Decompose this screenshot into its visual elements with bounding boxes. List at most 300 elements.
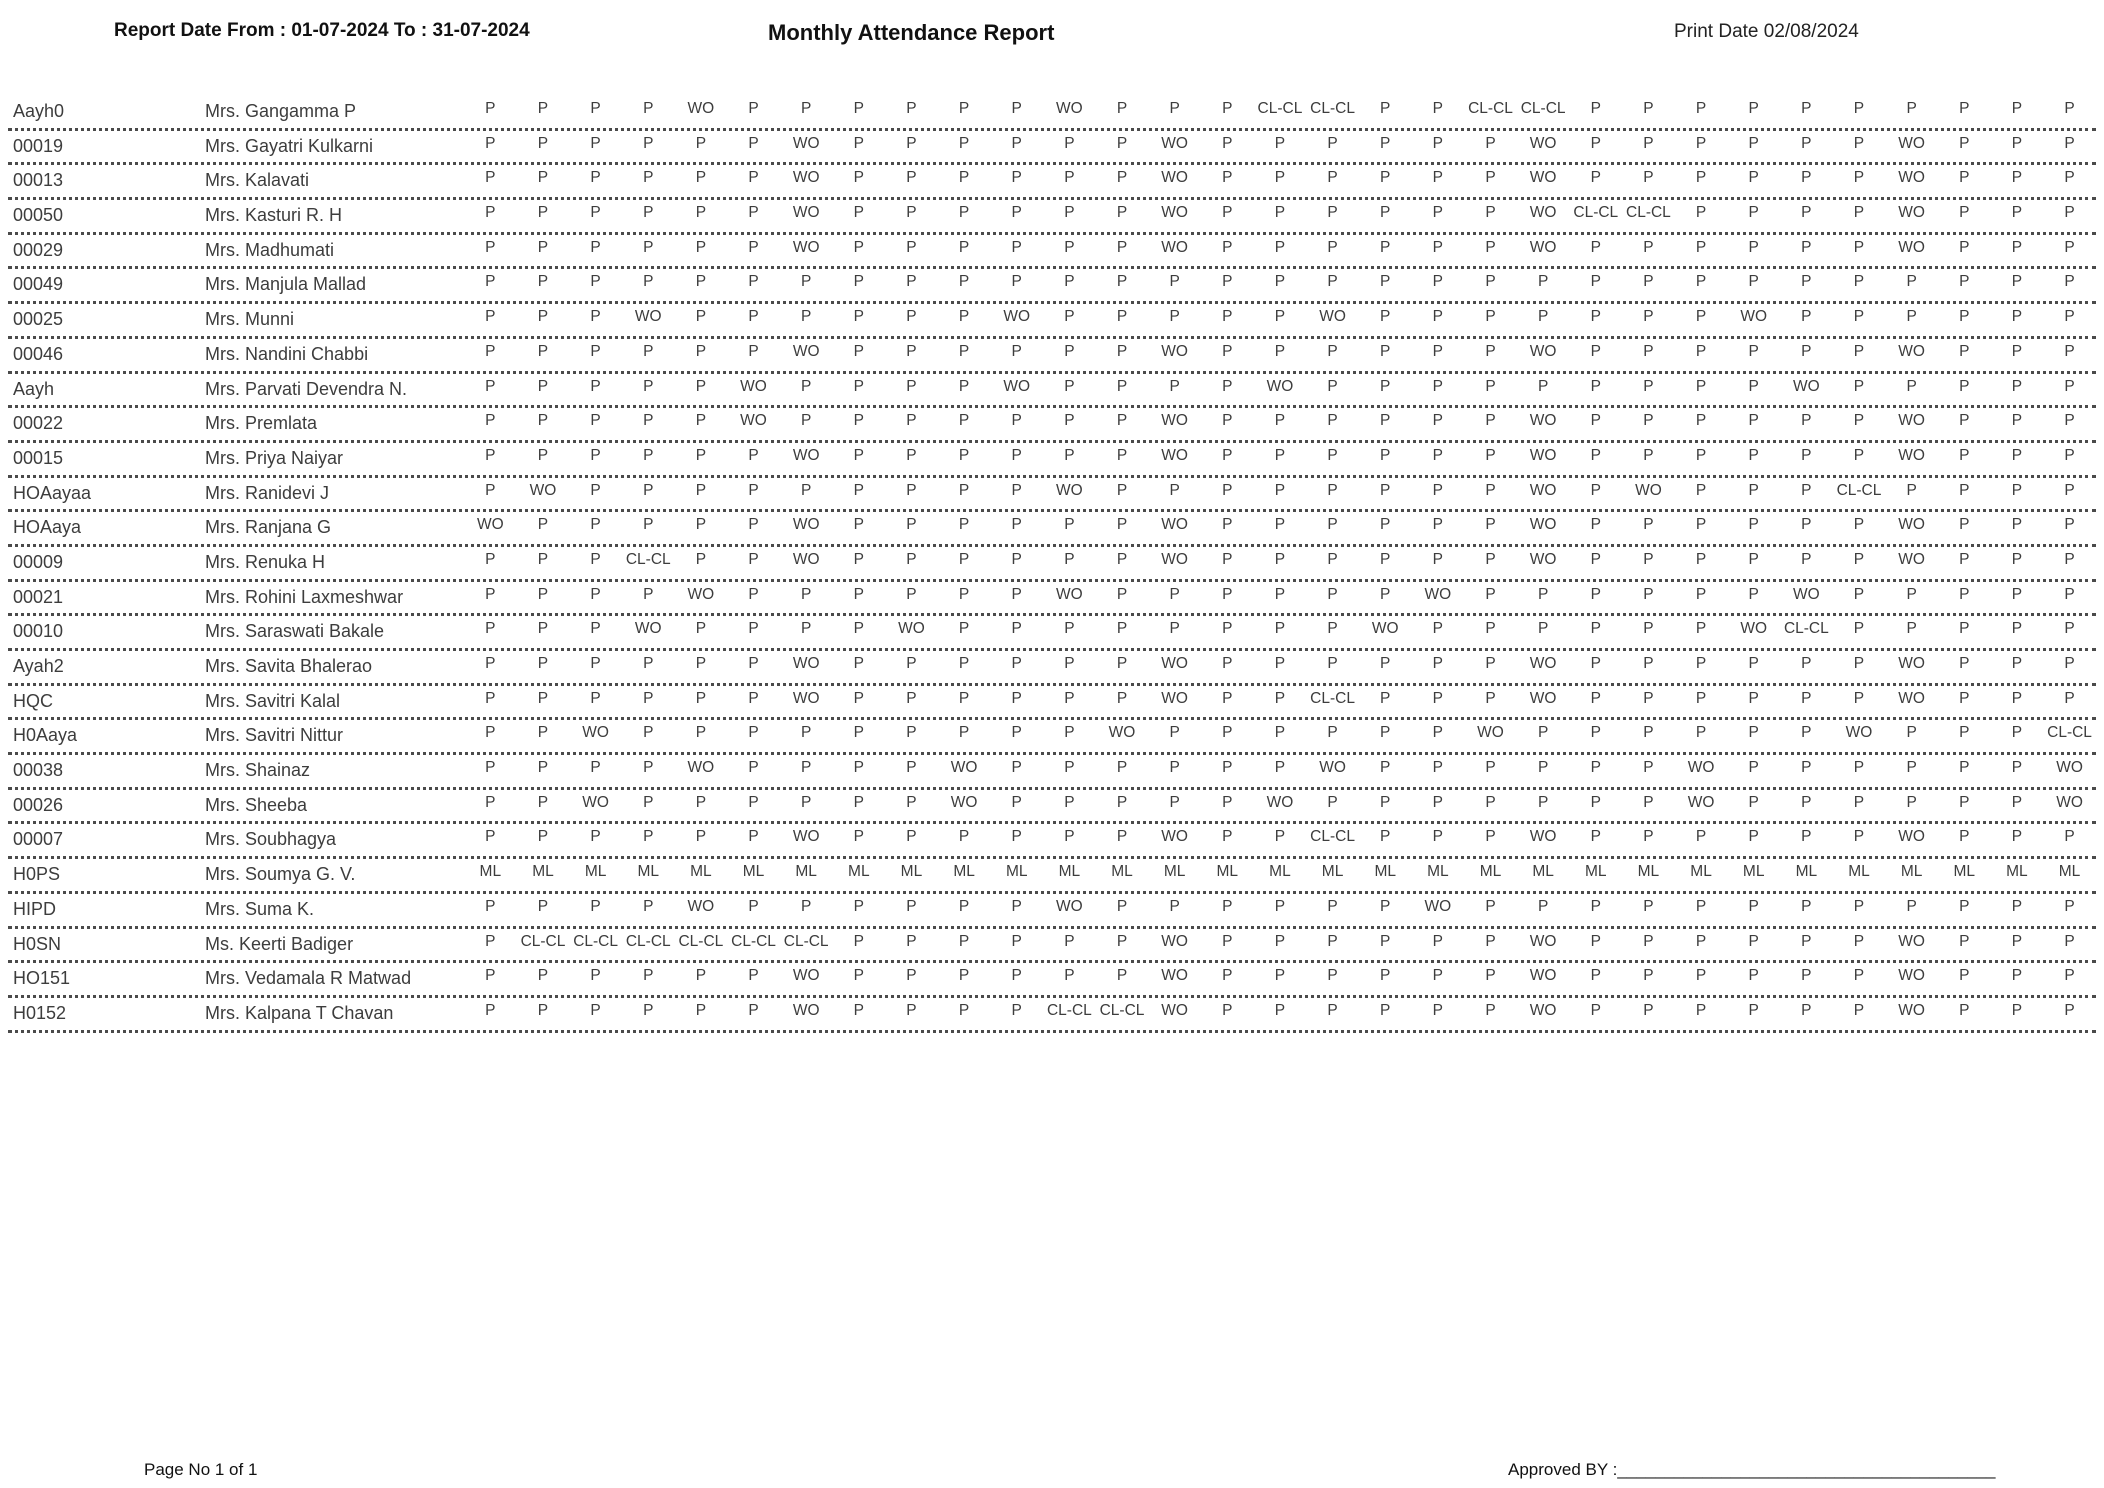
attendance-cell: P	[1643, 656, 1654, 672]
attendance-cell: WO	[634, 309, 662, 326]
attendance-cell: WO	[2056, 794, 2083, 811]
attendance-cell: P	[1327, 205, 1338, 222]
attendance-days	[464, 170, 2096, 186]
attendance-cell: P	[1959, 690, 1970, 707]
attendance-cell: P	[590, 239, 601, 256]
attendance-days	[464, 205, 2096, 221]
attendance-cell: P	[1643, 101, 1654, 117]
attendance-cell: P	[1801, 1002, 1812, 1019]
attendance-cell: P	[1432, 343, 1444, 360]
attendance-cell: P	[958, 170, 970, 187]
attendance-cell: P	[906, 656, 917, 672]
attendance-cell: P	[2011, 794, 2023, 811]
attendance-cell: P	[485, 135, 496, 152]
attendance-cell: ML	[1479, 864, 1502, 881]
attendance-cell: P	[537, 205, 549, 222]
attendance-cell: P	[1222, 135, 1233, 152]
attendance-cell: P	[2011, 621, 2023, 638]
attendance-cell: WO	[950, 794, 978, 811]
attendance-cell: P	[1116, 551, 1128, 568]
attendance-cell: P	[800, 760, 812, 777]
attendance-cell: ML	[1742, 864, 1765, 881]
attendance-cell: P	[1380, 968, 1391, 985]
attendance-cell: WO	[1161, 690, 1188, 707]
attendance-cell: WO	[582, 794, 609, 811]
attendance-days	[464, 101, 2096, 117]
attendance-cell: P	[1590, 274, 1601, 291]
attendance-cell: P	[1222, 725, 1233, 742]
attendance-cell: P	[958, 239, 970, 256]
attendance-cell: WO	[1003, 309, 1031, 326]
attendance-cell: ML	[2058, 864, 2081, 881]
attendance-cell: P	[1274, 1002, 1286, 1019]
attendance-cell: P	[1853, 690, 1865, 707]
attendance-cell: WO	[1529, 690, 1557, 707]
attendance-cell: P	[1064, 551, 1075, 568]
attendance-cell: P	[1274, 829, 1286, 846]
attendance-cell: P	[1485, 656, 1496, 672]
attendance-cell: P	[1537, 725, 1549, 742]
employee-name: Mrs. Nandini Chabbi	[205, 343, 369, 364]
attendance-cell: WO	[1792, 586, 1820, 603]
attendance-cell: P	[1695, 1002, 1707, 1019]
attendance-cell: P	[1485, 760, 1496, 777]
employee-id: 00019	[13, 135, 64, 156]
attendance-cell: P	[958, 829, 970, 846]
attendance-cell: P	[1327, 933, 1338, 950]
attendance-cell: P	[853, 656, 864, 672]
attendance-cell: P	[1116, 447, 1128, 464]
attendance-cell: P	[1222, 794, 1233, 811]
attendance-cell: P	[1485, 1002, 1496, 1019]
attendance-cell: P	[1327, 656, 1338, 672]
attendance-cell: P	[958, 725, 970, 742]
attendance-cell: P	[1222, 690, 1233, 707]
attendance-cell: P	[2064, 656, 2075, 672]
attendance-cell: P	[2011, 1002, 2023, 1019]
attendance-cell: P	[853, 725, 864, 742]
attendance-cell: ML	[1216, 864, 1239, 881]
attendance-cell: P	[748, 760, 759, 777]
attendance-cell: ML	[953, 864, 975, 881]
attendance-cell: WO	[1424, 586, 1452, 603]
attendance-cell: P	[906, 586, 917, 603]
employee-name: Mrs. Manjula Mallad	[205, 274, 367, 295]
attendance-cell: P	[1748, 586, 1759, 603]
attendance-cell: P	[1590, 621, 1601, 638]
attendance-cell: P	[1853, 135, 1865, 152]
attendance-cell: WO	[1529, 968, 1557, 985]
attendance-cell: WO	[1529, 517, 1557, 534]
attendance-cell: P	[853, 413, 864, 430]
employee-name: Mrs. Saraswati Bakale	[205, 621, 385, 642]
attendance-cell: P	[906, 101, 917, 117]
attendance-cell: P	[906, 205, 917, 222]
attendance-cell: P	[1274, 968, 1286, 985]
attendance-cell: WO	[1161, 170, 1188, 187]
attendance-cell: P	[2064, 239, 2075, 256]
attendance-cell: P	[1748, 829, 1759, 846]
attendance-cell: P	[1274, 274, 1286, 291]
attendance-cell: P	[1116, 794, 1128, 811]
attendance-cell: P	[590, 274, 601, 291]
attendance-cell: P	[1695, 239, 1707, 256]
attendance-cell: P	[1906, 898, 1917, 915]
attendance-cell: P	[1537, 378, 1549, 395]
attendance-cell: WO	[1529, 205, 1557, 222]
attendance-cell: P	[1643, 170, 1654, 187]
table-row	[8, 374, 2096, 409]
attendance-cell: P	[1959, 482, 1970, 499]
attendance-cell: P	[748, 170, 759, 187]
attendance-cell: P	[2011, 517, 2023, 534]
attendance-cell: P	[1748, 690, 1759, 707]
attendance-cell: WO	[687, 101, 715, 117]
employee-name: Mrs. Soubhagya	[205, 829, 337, 850]
attendance-cell: P	[1695, 413, 1707, 430]
attendance-cell: P	[1380, 794, 1391, 811]
attendance-cell: P	[1959, 343, 1970, 360]
attendance-cell: P	[2011, 760, 2023, 777]
attendance-cell: P	[695, 690, 707, 707]
attendance-cell: P	[853, 378, 864, 395]
attendance-cell: P	[1011, 794, 1022, 811]
attendance-cell: P	[695, 309, 707, 326]
attendance-cell: P	[1116, 170, 1128, 187]
attendance-cell: P	[2011, 829, 2023, 846]
attendance-cell: P	[1695, 656, 1707, 672]
attendance-cell: P	[695, 239, 707, 256]
attendance-cell: ML	[1058, 864, 1081, 881]
attendance-cell: P	[1432, 656, 1444, 672]
attendance-cell: P	[1327, 170, 1338, 187]
attendance-cell: CL-CL	[1626, 205, 1671, 222]
attendance-cell: P	[748, 239, 759, 256]
attendance-cell: P	[748, 794, 759, 811]
attendance-cell: P	[906, 551, 917, 568]
attendance-cell: P	[1590, 829, 1601, 846]
attendance-cell: P	[1432, 725, 1444, 742]
attendance-cell: P	[1327, 968, 1338, 985]
attendance-cell: P	[2064, 586, 2075, 603]
attendance-cell: P	[537, 760, 549, 777]
attendance-cell: WO	[792, 343, 820, 360]
attendance-cell: P	[485, 101, 496, 117]
attendance-cell: P	[1748, 933, 1759, 950]
attendance-cell: P	[1222, 933, 1233, 950]
attendance-cell: P	[2011, 101, 2023, 117]
attendance-cell: P	[1222, 274, 1233, 291]
attendance-cell: P	[1959, 794, 1970, 811]
attendance-cell: P	[695, 517, 707, 534]
table-row	[8, 651, 2096, 686]
attendance-cell: WO	[1898, 343, 1925, 360]
attendance-cell: ML	[1269, 864, 1291, 881]
attendance-days	[464, 934, 2096, 950]
table-row	[8, 720, 2096, 755]
attendance-cell: P	[1380, 274, 1391, 291]
attendance-cell: WO	[1898, 135, 1925, 152]
employee-id: 00026	[13, 794, 64, 815]
attendance-cell: P	[958, 101, 970, 117]
attendance-cell: P	[1116, 586, 1128, 603]
attendance-cell: P	[1432, 482, 1444, 499]
attendance-cell: WO	[1266, 378, 1294, 395]
attendance-cell: P	[2011, 309, 2023, 326]
attendance-cell: WO	[1740, 621, 1768, 638]
attendance-cell: P	[1116, 309, 1128, 326]
attendance-cell: P	[1590, 135, 1601, 152]
attendance-cell: P	[1327, 621, 1338, 638]
attendance-cell: P	[2064, 829, 2075, 846]
print-date: Print Date 02/08/2024	[1674, 21, 1859, 42]
attendance-cell: P	[1801, 829, 1812, 846]
attendance-cell: P	[1590, 898, 1601, 915]
attendance-cell: P	[1169, 725, 1180, 742]
employee-id: 00013	[13, 170, 64, 191]
attendance-cell: P	[2011, 274, 2023, 291]
employee-name: Mrs. Madhumati	[205, 239, 335, 260]
page-number: Page No 1 of 1	[144, 1460, 258, 1479]
attendance-cell: P	[643, 690, 654, 707]
table-row	[8, 998, 2096, 1033]
attendance-cell: P	[1643, 378, 1654, 395]
attendance-cell: P	[1380, 586, 1391, 603]
attendance-cell: P	[2011, 482, 2023, 499]
attendance-cell: P	[1906, 309, 1917, 326]
attendance-cell: P	[2011, 690, 2023, 707]
attendance-cell: P	[2011, 551, 2023, 568]
attendance-cell: P	[1643, 135, 1654, 152]
attendance-cell: P	[1959, 274, 1970, 291]
attendance-cell: P	[1116, 968, 1128, 985]
attendance-cell: P	[748, 621, 759, 638]
attendance-cell: P	[695, 1002, 707, 1019]
approved-by-label: Approved BY :	[1508, 1460, 1618, 1479]
attendance-cell: CL-CL	[678, 933, 724, 950]
table-row	[8, 478, 2096, 513]
attendance-cell: WO	[792, 239, 820, 256]
attendance-cell: P	[643, 586, 654, 603]
table-row	[8, 616, 2096, 651]
attendance-cell: P	[643, 898, 654, 915]
attendance-cell: P	[1906, 274, 1917, 291]
attendance-cell: P	[906, 725, 917, 742]
table-row	[8, 131, 2096, 166]
attendance-cell: P	[1801, 760, 1812, 777]
attendance-cell: P	[958, 1002, 970, 1019]
attendance-cell: P	[695, 725, 707, 742]
attendance-cell: P	[1274, 135, 1286, 152]
attendance-cell: P	[1801, 898, 1812, 915]
attendance-cell: P	[590, 621, 601, 638]
attendance-cell: P	[958, 933, 970, 950]
attendance-cell: P	[1432, 170, 1444, 187]
attendance-cell: WO	[1161, 447, 1188, 464]
attendance-cell: CL-CL	[2047, 725, 2092, 742]
attendance-cell: P	[1853, 447, 1865, 464]
attendance-cell: P	[485, 794, 496, 811]
attendance-cell: WO	[792, 968, 820, 985]
attendance-cell: P	[1485, 170, 1496, 187]
attendance-cell: WO	[1056, 101, 1083, 117]
attendance-cell: P	[1011, 101, 1022, 117]
attendance-cell: P	[1011, 551, 1022, 568]
attendance-cell: P	[1380, 170, 1391, 187]
attendance-cell: P	[1485, 933, 1496, 950]
attendance-cell: P	[1116, 378, 1128, 395]
attendance-cell: P	[2064, 690, 2075, 707]
attendance-cell: P	[2011, 447, 2023, 464]
attendance-cell: P	[1222, 1002, 1233, 1019]
attendance-cell: P	[1432, 135, 1444, 152]
attendance-cell: WO	[1056, 586, 1083, 603]
attendance-cell: P	[1380, 482, 1391, 499]
attendance-cell: WO	[1529, 413, 1557, 430]
attendance-days	[464, 448, 2096, 464]
attendance-cell: P	[748, 725, 759, 742]
attendance-cell: P	[2064, 551, 2075, 568]
attendance-cell: WO	[792, 135, 820, 152]
attendance-cell: P	[1116, 205, 1128, 222]
attendance-cell: P	[537, 1002, 549, 1019]
attendance-cell: P	[1537, 309, 1549, 326]
attendance-cell: P	[800, 309, 812, 326]
employee-name: Mrs. Suma K.	[205, 898, 315, 919]
attendance-cell: P	[906, 274, 917, 291]
attendance-cell: P	[853, 760, 864, 777]
attendance-cell: P	[590, 968, 601, 985]
attendance-cell: WO	[898, 621, 925, 638]
attendance-cell: P	[853, 586, 864, 603]
attendance-cell: P	[537, 135, 549, 152]
attendance-cell: P	[1432, 239, 1444, 256]
attendance-days	[464, 829, 2096, 845]
attendance-cell: P	[1327, 586, 1338, 603]
employee-id: H0152	[13, 1002, 67, 1023]
attendance-cell: P	[853, 517, 864, 534]
employee-name: Mrs. Kalavati	[205, 170, 310, 191]
attendance-cell: ML	[2006, 864, 2028, 881]
attendance-cell: P	[748, 517, 759, 534]
attendance-cell: P	[1274, 482, 1286, 499]
attendance-cell: P	[485, 205, 496, 222]
attendance-cell: P	[1590, 656, 1601, 672]
attendance-cell: P	[485, 343, 496, 360]
attendance-cell: P	[1853, 413, 1865, 430]
attendance-cell: P	[1485, 621, 1496, 638]
attendance-cell: P	[643, 343, 654, 360]
attendance-cell: WO	[1529, 343, 1557, 360]
attendance-cell: P	[1485, 378, 1496, 395]
attendance-cell: P	[958, 413, 970, 430]
employee-name: Mrs. Gayatri Kulkarni	[205, 135, 374, 156]
attendance-cell: P	[906, 343, 917, 360]
attendance-cell: P	[1748, 343, 1759, 360]
attendance-cell: P	[485, 656, 496, 672]
attendance-cell: P	[1169, 621, 1180, 638]
attendance-cell: P	[537, 725, 549, 742]
attendance-cell: P	[1064, 760, 1075, 777]
attendance-cell: P	[643, 725, 654, 742]
attendance-cell: CL-CL	[1310, 690, 1355, 707]
attendance-cell: P	[1116, 343, 1128, 360]
attendance-cell: P	[1380, 135, 1391, 152]
attendance-cell: P	[1643, 794, 1654, 811]
attendance-cell: P	[1590, 968, 1601, 985]
attendance-cell: P	[1011, 170, 1022, 187]
attendance-cell: P	[590, 656, 601, 672]
attendance-cell: P	[643, 135, 654, 152]
attendance-cell: P	[2064, 135, 2075, 152]
attendance-cell: P	[590, 447, 601, 464]
employee-name: Mrs. Munni	[205, 309, 295, 330]
attendance-cell: P	[1695, 933, 1707, 950]
attendance-cell: P	[1222, 586, 1233, 603]
attendance-cell: P	[2011, 933, 2023, 950]
attendance-cell: P	[485, 274, 496, 291]
attendance-cell: P	[906, 1002, 917, 1019]
attendance-cell: P	[1064, 413, 1075, 430]
attendance-cell: P	[537, 898, 549, 915]
attendance-cell: P	[1116, 760, 1128, 777]
attendance-cell: P	[1801, 170, 1812, 187]
attendance-cell: P	[1116, 690, 1128, 707]
employee-name: Mrs. Kalpana T Chavan	[205, 1002, 394, 1023]
attendance-days	[464, 864, 2096, 880]
table-row	[8, 547, 2096, 582]
attendance-cell: P	[1380, 447, 1391, 464]
attendance-cell: P	[1801, 690, 1812, 707]
attendance-cell: ML	[1321, 864, 1344, 881]
attendance-cell: P	[748, 101, 759, 117]
employee-id: 00025	[13, 309, 64, 330]
employee-id: 00038	[13, 760, 64, 781]
attendance-cell: P	[1748, 968, 1759, 985]
attendance-cell: P	[1327, 378, 1338, 395]
attendance-cell: WO	[476, 517, 504, 534]
attendance-cell: P	[1222, 760, 1233, 777]
attendance-cell: P	[590, 170, 601, 187]
attendance-cell: P	[853, 621, 864, 638]
attendance-cell: WO	[1898, 170, 1925, 187]
attendance-cell: P	[1485, 135, 1496, 152]
attendance-cell: P	[1959, 378, 1970, 395]
attendance-cell: P	[1116, 413, 1128, 430]
attendance-cell: P	[1643, 274, 1654, 291]
attendance-cell: P	[1695, 898, 1707, 915]
attendance-cell: P	[1380, 309, 1391, 326]
attendance-cell: WO	[1266, 794, 1294, 811]
attendance-cell: P	[1064, 621, 1075, 638]
attendance-cell: P	[485, 690, 496, 707]
attendance-cell: P	[1695, 517, 1707, 534]
attendance-cell: P	[1537, 898, 1549, 915]
attendance-cell: CL-CL	[1257, 101, 1303, 117]
attendance-cell: P	[485, 378, 496, 395]
attendance-cell: P	[590, 309, 601, 326]
attendance-cell: P	[853, 205, 864, 222]
attendance-cell: P	[958, 378, 970, 395]
attendance-cell: P	[748, 274, 759, 291]
employee-name: Ms. Keerti Badiger	[205, 933, 354, 954]
attendance-cell: P	[1695, 101, 1707, 117]
attendance-cell: ML	[584, 864, 607, 881]
attendance-cell: P	[1695, 378, 1707, 395]
attendance-days	[464, 656, 2096, 672]
attendance-cell: P	[1011, 760, 1022, 777]
attendance-cell: P	[485, 968, 496, 985]
